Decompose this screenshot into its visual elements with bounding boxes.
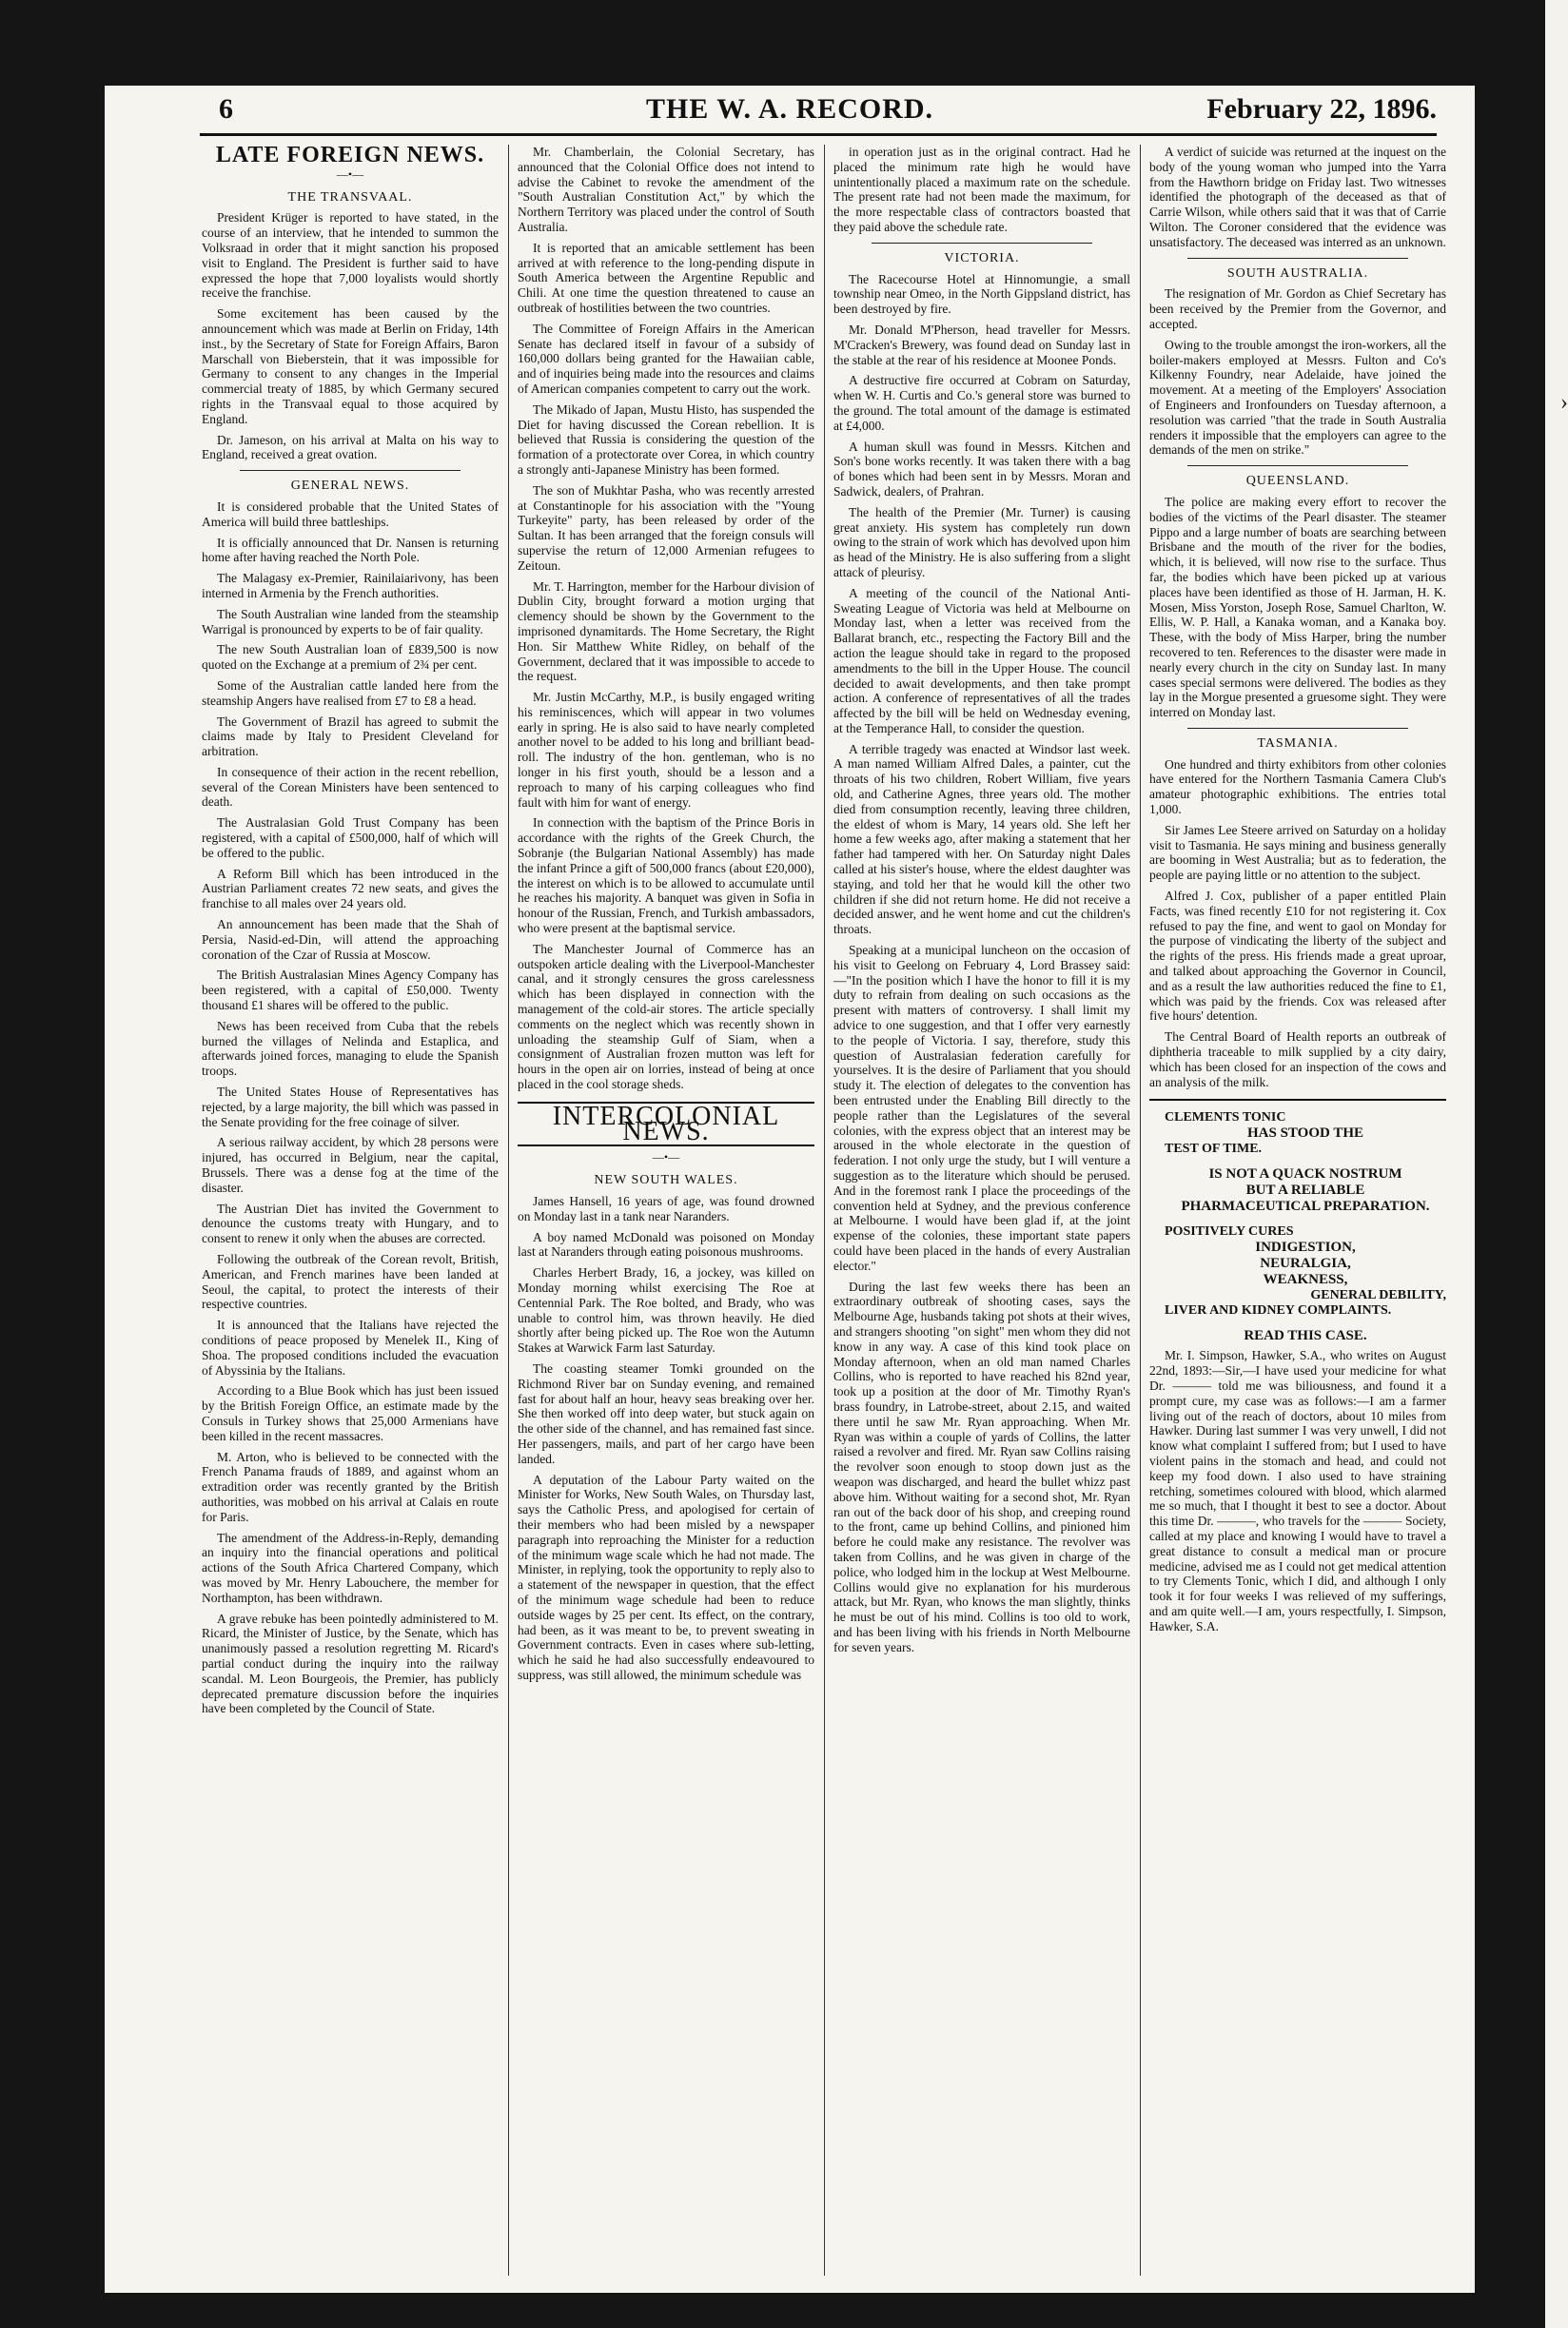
article-paragraph: Mr. Justin McCarthy, M.P., is busily engaged writing his reminiscences, which will appear in two volumes early in spring. He is also said to have nearly completed another novel to be added to his long and brilliant bead-roll. The industry of the hon. gentleman, who is no longer in his first youth, should be a lesson and a reproach to many of his carping colleagues who find fault with him for want of energy. (518, 690, 814, 810)
column-3 (833, 145, 1130, 2280)
article-paragraph: President Krüger is reported to have stated, in the course of an interview, that he intended to summon the Volksraad in order that it might sanction his proposed visit to England. The President is further said to have expressed the hope that 7,000 loyalists would shortly receive the franchise. (202, 210, 499, 301)
section-rule (872, 243, 1092, 244)
section-heading-intercolonial: INTERCOLONIAL NEWS. (518, 1102, 814, 1147)
ornament: —•— (336, 166, 364, 181)
article-paragraph: A boy named McDonald was poisoned on Monday last at Naranders through eating poisonous mushrooms. (518, 1229, 814, 1260)
article-paragraph: The police are making every effort to recover the bodies of the victims of the Pearl disaster. The steamer Pippo and a large number of boats are searching between Brisbane and the mouth of the river for the bodies, which, it is believed, will now rise to the surface. Thus far, the bodies which have been picked up at various places have been identified as those of H. Jarman, H. K. Mosen, Miss Yorston, Joseph Rose, Samuel Charlton, W. Ellis, W. P. Hall, a Kanaka woman, and a Kanaka boy. These, with the body of Miss Harper, bring the number recovered to ten. References to the disaster were made in nearly every church in the city on Sunday last. In many cases special sermons were delivered. The bodies as they lay in the Morgue presented a gruesome sight. They were interred on Monday last. (1149, 494, 1446, 720)
article-paragraph: The Malagasy ex-Premier, Rainilaiarivony, has been interned in Armenia by the French authorities. (202, 571, 499, 600)
article-paragraph: Mr. Chamberlain, the Colonial Secretary, has announced that the Colonial Office does not intend to advise the Cabinet to revoke the amendment of the "South Australian Constitution Act," by which the Northern Territory was placed under the control of South Australia. (518, 145, 814, 234)
ad-line: BUT A RELIABLE (1245, 1183, 1365, 1199)
article-paragraph: According to a Blue Book which has just been issued by the British Foreign Office, an estimate made by the Consuls in Turkey shows that 25,000 Armenians have been killed in the recent massacres. (202, 1383, 499, 1443)
article-paragraph: James Hansell, 16 years of age, was found drowned on Monday last in a tank near Naranders. (518, 1194, 814, 1223)
article-paragraph: Some excitement has been caused by the announcement which was made at Berlin on Friday, 14th inst., by the Secretary of State for Foreign Affairs, Baron Marschall von Bieberstein, that it was impossible for Germany to consent to any changes in the Imperial commercial treaty of 1885, by which Germany secured rights in the Transvaal equal to those acquired by England. (202, 306, 499, 426)
article-paragraph: Dr. Jameson, on his arrival at Malta on his way to England, received a great ovation. (202, 432, 499, 462)
subheading-general-news: GENERAL NEWS. (290, 479, 410, 494)
ad-line: POSITIVELY CURES (1165, 1224, 1294, 1240)
article-paragraph: The amendment of the Address-in-Reply, demanding an inquiry into the financial operations and political actions of the South Africa Chartered Company, which was moved by Mr. Henry Labouchere, the member for Northampton, has been withdrawn. (202, 1530, 499, 1605)
article-paragraph: The Manchester Journal of Commerce has an outspoken article dealing with the Liverpool-Manchester canal, and it strongly censures the gross carelessness which has been displayed in connection with the management of the cold-air stores. The article specially comments on the neglect which was recently shown in unloading the steamship Gulf of Siam, when a consignment of Australian frozen mutton was left for hours in the open air on lorries, instead of being at once placed in the cool storage sheds. (518, 941, 814, 1092)
subheading-queensland: QUEENSLAND. (1245, 474, 1350, 489)
article-paragraph: The Government of Brazil has agreed to submit the claims made by Italy to President Cleveland for arbitration. (202, 714, 499, 759)
advertisement-rule (1149, 1099, 1446, 1101)
subheading-nsw: NEW SOUTH WALES. (594, 1173, 738, 1188)
article-paragraph: In connection with the baptism of the Prince Boris in accordance with the rights of the Greek Church, the Sobranje (the Bulgarian National Assembly) has made the infant Prince a gift of 500,000 francs (about £20,000), the interest on which is to be allowed to accumulate until he reaches his majority. A banquet was given in Sofia in honour of the Russian, French, and Turkish ambassadors, who were present at the baptismal service. (518, 815, 814, 936)
ad-line: NEURALGIA, (1260, 1256, 1351, 1272)
article-paragraph: The Committee of Foreign Affairs in the American Senate has declared itself in favour of a subsidy of 160,000 dollars being granted for the Hawaiian cable, and of inquiries being made into the resources and claims of American companies competent to carry out the work. (518, 321, 814, 396)
article-paragraph: The resignation of Mr. Gordon as Chief Secretary has been received by the Premier from the Governor, and accepted. (1149, 286, 1446, 331)
ad-line: IS NOT A QUACK NOSTRUM (1208, 1166, 1402, 1183)
ad-line: TEST OF TIME. (1165, 1142, 1263, 1157)
column-rule (1140, 145, 1141, 2276)
article-paragraph: The British Australasian Mines Agency Company has been registered, with a capital of £50,000. Twenty thousand £1 shares will be offered to the public. (202, 968, 499, 1013)
margin-mark-icon: › (1560, 390, 1568, 415)
article-paragraph: Alfred J. Cox, publisher of a paper entitled Plain Facts, was fined recently £10 for not registering it. Cox refused to pay the fine, and went to gaol on Monday for the purpose of vindicating the liberty of the subject and the rights of the press. His friends made a great uproar, and talked about approaching the Governor in Council, and as a result the law authorities reduced the fine to £1, which was paid by the friends. Cox was released after five hours' detention. (1149, 889, 1446, 1024)
article-paragraph: News has been received from Cuba that the rebels burned the villages of Nelinda and Estaplica, and afterwards joined forces, managing to elude the Spanish troops. (202, 1018, 499, 1079)
newspaper-page (105, 86, 1568, 2293)
article-paragraph: The new South Australian loan of £839,500 is now quoted on the Exchange at a premium of 2¾ per cent. (202, 642, 499, 673)
article-paragraph: The Australasian Gold Trust Company has been registered, with a capital of £500,000, half of which will be offered to the public. (202, 815, 499, 860)
section-rule (1187, 465, 1408, 466)
issue-date: February 22, 1896. (1206, 93, 1437, 125)
page-header (105, 86, 1475, 135)
article-paragraph: A terrible tragedy was enacted at Windsor last week. A man named William Alfred Dales, a painter, cut the throats of his two children, Robert William, five years old, and Catherine Agnes, three years old. The mother died from consumption recently, leaving three children, the eldest of whom is Mary, 14 years old. She left her home a few weeks ago, after making a statement that her father had tampered with her. On Saturday night Dales called at his sister's house, where the eldest daughter was staying, and told her that he would kill the other two children if she did not return home. He did not receive a decided answer, and he went home and cut the children's throats. (833, 741, 1130, 937)
article-paragraph: The coasting steamer Tomki grounded on the Richmond River bar on Sunday evening, and remained fast for about half an hour, heavy seas breaking over her. She then worked off into deep water, but stuck again on the other side of the channel, and has remained fast since. Her passengers, mails, and part of her cargo have been landed. (518, 1360, 814, 1466)
masthead-title: THE W. A. RECORD. (645, 93, 934, 125)
column-rule (824, 145, 825, 2276)
article-paragraph: It is announced that the Italians have rejected the conditions of peace proposed by Menelek II., King of Shoa. The proposed conditions included the evacuation of Abyssinia by the Italians. (202, 1318, 499, 1378)
subheading-south-australia: SOUTH AUSTRALIA. (1226, 265, 1369, 281)
article-paragraph: The Central Board of Health reports an outbreak of diphtheria traceable to milk supplied by a city dairy, which has been closed for an inspection of the cows and an analysis of the milk. (1149, 1029, 1446, 1089)
article-paragraph: The Mikado of Japan, Mustu Histo, has suspended the Diet for having discussed the Corean rebellion. It is believed that Russia is considering the question of the formation of a protectorate over Corea, in which country a strongly anti-Japanese Ministry has been formed. (518, 401, 814, 477)
article-paragraph: in operation just as in the original contract. Had he placed the minimum rate high he would have unintentionally placed a maximum rate on the schedule. The present rate had not been made the maximum, for the more respectable class of contractors boasted that they paid above the schedule rate. (833, 145, 1130, 234)
ad-line: HAS STOOD THE (1247, 1125, 1363, 1142)
article-paragraph: It is considered probable that the United States of America will build three battleships. (202, 499, 499, 529)
article-paragraph: The son of Mukhtar Pasha, who was recently arrested at Constantinople for his association with the "Young Turkeyite" party, has been released by order of the Sultan. It has been arranged that the foreign consuls will supervise the return of 12,000 Armenian refugees to Zeitoun. (518, 482, 814, 573)
article-paragraph: The Austrian Diet has invited the Government to denounce the customs treaty with Hungary, and to consent to renew it only when the abuses are corrected. (202, 1201, 499, 1246)
article-paragraph: Mr. Donald M'Pherson, head traveller for Messrs. M'Cracken's Brewery, was found dead on Sunday last in the stable at the rear of his residence at Moonee Ponds. (833, 322, 1130, 367)
article-paragraph: A destructive fire occurred at Cobram on Saturday, when W. H. Curtis and Co.'s general store was burned to the ground. The total amount of the damage is estimated at £4,000. (833, 373, 1130, 433)
page-number: 6 (219, 93, 233, 125)
article-paragraph: A serious railway accident, by which 28 persons were injured, has occurred in Belgium, near the capital, Brussels. There was a dense fog at the time of the disaster. (202, 1135, 499, 1195)
article-paragraph: A verdict of suicide was returned at the inquest on the body of the young woman who jumped into the Yarra from the Hawthorn bridge on Friday last. Two witnesses identified the photograph of the deceased as that of Carrie Wilson, while others said that it was that of Carrie Wilton. The Coroner considered that the evidence was unsatisfactory. The deceased was interred as an unknown. (1149, 145, 1446, 249)
ad-line: READ THIS CASE. (1244, 1328, 1367, 1344)
article-paragraph: The United States House of Representatives has rejected, by a large majority, the bill which was passed in the Senate providing for the free coinage of silver. (202, 1085, 499, 1129)
article-paragraph: One hundred and thirty exhibitors from other colonies have entered for the Northern Tasmania Camera Club's amateur photographic exhibitions. The entries total 1,000. (1149, 756, 1446, 817)
ad-line: CLEMENTS TONIC (1165, 1110, 1286, 1125)
article-paragraph: Speaking at a municipal luncheon on the occasion of his visit to Geelong on February 4, Lord Brassey said:—"In the position which I have the honor to fill it is my duty to refrain from dealing on such occasions as the present with matters of controversy. I shall limit my advice to one suggestion, and that I offer very earnestly to the people of Victoria. I say, therefore, study this question of Australasian federation carefully for yourselves. It is the desire of Parliament that you should study it. The election of delegates to the convention has been entrusted under the Enabling Bill directly to the people rather than the Legislatures of the several colonies, with the express object that an interest may be aroused in the whole electorate in the question of federation. I not only urge the study, but I will venture a suggestion as to the literature which should be perused. And in the foremost rank I place the proceedings of the convention held at Sydney, and the previous conference at Melbourne. I would have been glad if, at the joint expense of the colonies, these important state papers could have been placed in the hands of every Australian elector." (833, 943, 1130, 1273)
advertisement-clements-tonic (1149, 1110, 1446, 1634)
article-paragraph: A deputation of the Labour Party waited on the Minister for Works, New South Wales, on Thursday last, says the Catholic Press, and apologised for certain of their members who had been misled by a newspaper paragraph into reproaching the Minister for a reduction of the minimum wage scale which he had not made. The Minister, in replying, took the opportunity to reply also to a statement of the newspaper in question, that the effect of the minimum wage schedule had been to reduce outside wages by 25 per cent. Its effect, on the contrary, had been, as it was meant to be, to prevent sweating in Government contracts. Even in cases where sub-letting, which he said he had also successfully endeavoured to suppress, was still allowed, the minimum schedule was (518, 1472, 814, 1682)
column-1 (202, 145, 499, 2280)
article-paragraph: The health of the Premier (Mr. Turner) is causing great anxiety. His system has completely run down owing to the strain of work which has devolved upon him as head of the Ministry. He is also suffering from a slight attack of pleurisy. (833, 504, 1130, 579)
article-paragraph: Following the outbreak of the Corean revolt, British, American, and French marines have been landed at Seoul, the capital, to protect the interests of their respective countries. (202, 1252, 499, 1312)
article-paragraph: A grave rebuke has been pointedly administered to M. Ricard, the Minister of Justice, by the Senate, which has unanimously passed a resolution regretting M. Ricard's partial conduct during the inquiry into the railway scandal. M. Leon Bourgeois, the Premier, has publicly deprecated premature discussion before the inquiries have been completed by the Council of State. (202, 1611, 499, 1716)
article-paragraph: An announcement has been made that the Shah of Persia, Nasid-ed-Din, will attend the approaching coronation of the Czar of Russia at Moscow. (202, 917, 499, 962)
section-rule (1187, 258, 1408, 259)
article-paragraph: A Reform Bill which has been introduced in the Austrian Parliament creates 72 new seats, and gives the franchise to all males over 24 years old. (202, 866, 499, 911)
ornament: —•— (652, 1150, 680, 1164)
article-paragraph: During the last few weeks there has been an extraordinary outbreak of shooting cases, says the Melbourne Age, husbands taking pot shots at their wives, and strangers shooting "on sight" men whom they did not know in any way. A case of this kind took place on Monday afternoon, when an old man named Charles Collins, who is reported to have reached his 82nd year, took up a position at the door of Mr. Timothy Ryan's brass foundry, in Latrobe-street, about 2.15, and waited there until he saw Mr. Ryan approaching. When Mr. Ryan was within a couple of yards of Collins, the latter raised a revolver and fired. Mr. Ryan saw Collins raising the revolver soon enough to stoop down just as the weapon was discharged, and heard the bullet whizz past above him. Without waiting for a second shot, Mr. Ryan ran out of the back door of his shop, and creeping round to the front, came up behind Collins, and pinioned him before he could make any resistance. The revolver was taken from Collins, and he was given in charge of the police, who lodged him in the lockup at West Melbourne. Collins would give no explanation for his murderous attack, but Mr. Ryan, who knows the man slightly, thinks he must be out of his mind. Collins is too old to work, and has been living with his friends in North Melbourne for seven years. (833, 1279, 1130, 1654)
ad-line: WEAKNESS, (1263, 1272, 1348, 1288)
article-paragraph: Owing to the trouble amongst the iron-workers, all the boiler-makers employed at Messrs. Fulton and Co's Kilkenny Foundry, near Adelaide, have joined the movement. At a meeting of the Employers' Association of Engineers and Ironfounders on Tuesday afternoon, a resolution was carried "that the trade in South Australia renders it impossible that the employers can agree to the demands of the men on strike." (1149, 337, 1446, 458)
header-rule (200, 133, 1437, 136)
section-rule (240, 470, 461, 471)
article-paragraph: The South Australian wine landed from the steamship Warrigal is pronounced by experts to be of fair quality. (202, 606, 499, 636)
article-paragraph: The Racecourse Hotel at Hinnomungie, a small township near Omeo, in the North Gippsland district, has been destroyed by fire. (833, 271, 1130, 317)
article-paragraph: In consequence of their action in the recent rebellion, several of the Corean Ministers have been sentenced to death. (202, 764, 499, 810)
ad-line: INDIGESTION, (1255, 1240, 1356, 1256)
ad-testimonial: Mr. I. Simpson, Hawker, S.A., who writes on August 22nd, 1893:—Sir,—I have used your medicine for what Dr. ——— told me was biliousness, and found it a prompt cure, my case was as follows:—I am a farmer living out of the reach of doctors, about 10 miles from Hawker. During last summer I was very unwell, I did not know what complaint I suffered from; but I used to have violent pains in the stomach and head, and could not keep my food down. I also used to have straining retching, sometimes coloured with blood, which alarmed me so much, that I thought it best to see a doctor. About this time Dr. ———, who travels for the ——— Society, called at my place and knowing I would have to travel a great distance to consult a medical man or procure medicine, advised me as I could not get medical attention to try Clements Tonic, which I did, and although I only took it for four weeks I was relieved of my sufferings, and am quite well.—I am, yours respectfully, I. Simpson, Hawker, S.A. (1149, 1348, 1446, 1634)
article-paragraph: Some of the Australian cattle landed here from the steamship Angers have realised from £7 to £8 a head. (202, 677, 499, 708)
section-rule (1187, 728, 1408, 729)
column-rule (508, 145, 509, 2276)
article-paragraph: It is officially announced that Dr. Nansen is returning home after having reached the North Pole. (202, 535, 499, 565)
column-2 (518, 145, 814, 2280)
article-paragraph: M. Arton, who is believed to be connected with the French Panama frauds of 1889, and against whom an extradition order was recently granted by the British authorities, was mobbed on his arrival at Calais en route for Paris. (202, 1449, 499, 1524)
article-paragraph: It is reported that an amicable settlement has been arrived at with reference to the long-pending dispute in South America between the Argentine Republic and Chili. At one time the question threatened to cause an outbreak of hostilities between the two countries. (518, 240, 814, 315)
article-paragraph: Sir James Lee Steere arrived on Saturday on a holiday visit to Tasmania. He says mining and business generally are booming in West Australia; but as to federation, the people are paying little or no attention to the subject. (1149, 822, 1446, 883)
subheading-victoria: VICTORIA. (944, 250, 1020, 265)
ad-line: GENERAL DEBILITY, (1310, 1288, 1446, 1303)
ad-line: PHARMACEUTICAL PREPARATION. (1181, 1199, 1430, 1215)
subheading-transvaal: THE TRANSVAAL. (287, 189, 413, 205)
article-paragraph: Charles Herbert Brady, 16, a jockey, was killed on Monday morning whilst exercising The Roe at Centennial Park. The Roe bolted, and Brady, who was unable to control him, was thrown heavily. He died shortly after being picked up. The Roe won the Autumn Stakes at Warwick Farm last Saturday. (518, 1265, 814, 1356)
article-paragraph: A human skull was found in Messrs. Kitchen and Son's bone works recently. It was taken there with a bag of bones which had been sent in by Messrs. Moran and Sadwick, dealers, of Prahran. (833, 439, 1130, 499)
article-paragraph: A meeting of the council of the National Anti-Sweating League of Victoria was held at Melbourne on Monday last, when a letter was received from the Ballarat branch, etc., respecting the Factory Bill and the action the league should take in regard to the proposed amendments to the bill in the Upper House. The council decided to await developments, and then take prompt action. A conference of representatives of all the trades affected by the bill will be held on Wednesday evening, at the Temperance Hall, to consider the question. (833, 585, 1130, 735)
section-heading-foreign-news: LATE FOREIGN NEWS. (215, 143, 485, 167)
column-4 (1149, 145, 1446, 2280)
ad-line: LIVER AND KIDNEY COMPLAINTS. (1165, 1303, 1392, 1319)
article-paragraph: Mr. T. Harrington, member for the Harbour division of Dublin City, brought forward a motion urging that clemency should be shown by the Government to the imprisoned dynamitards. The Home Secretary, the Right Hon. Sir Matthew White Ridley, on behalf of the Government, declared that it was impossible to accede to the request. (518, 578, 814, 684)
subheading-tasmania: TASMANIA. (1257, 735, 1339, 751)
